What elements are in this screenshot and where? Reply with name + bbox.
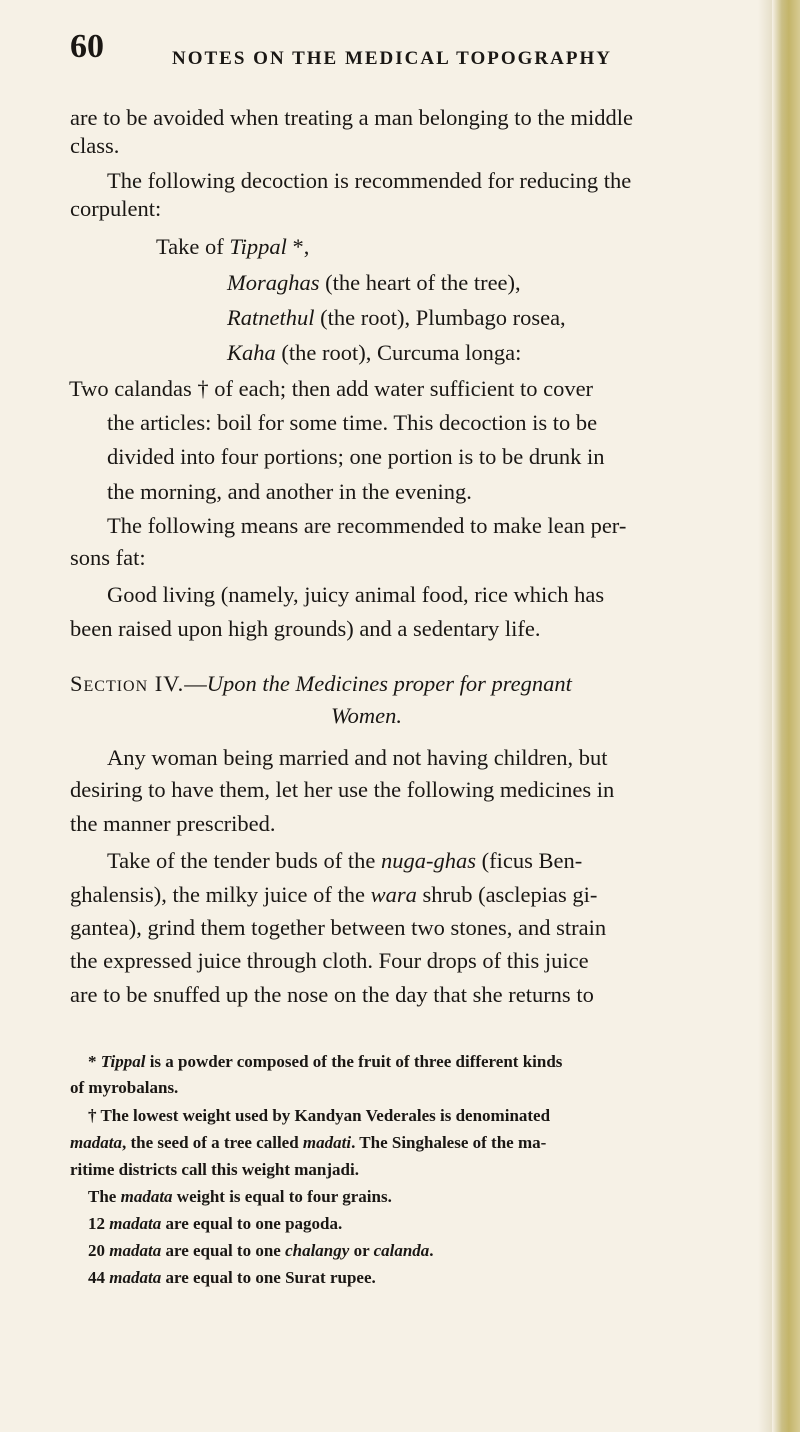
text-line: are to be avoided when treating a man belonging to the middle — [70, 105, 633, 130]
em-dash: — — [184, 671, 207, 696]
italic-term: Tippal — [100, 1052, 146, 1071]
text-line — [156, 236, 309, 259]
text-line: the expressed juice through cloth. Four drops of this juice — [70, 948, 589, 973]
text-span: ghalensis), the milky juice of the — [70, 882, 371, 907]
text-span: are equal to one Surat rupee. — [161, 1268, 376, 1287]
footnote-line — [88, 1215, 342, 1232]
italic-term: calanda — [373, 1241, 430, 1260]
text-line: are to be snuffed up the nose on the day that she returns to — [70, 982, 594, 1007]
footnote-line: † The lowest weight used by Kandyan Vederales is denominated — [88, 1106, 551, 1125]
footnote-line — [70, 1134, 546, 1151]
text-span: 44 — [88, 1268, 110, 1287]
text-span: or — [349, 1241, 374, 1260]
section-heading — [70, 673, 572, 696]
footnote-line — [88, 1188, 392, 1205]
text-span: are equal to one — [161, 1241, 286, 1260]
text-span: (the root), Plumbago rosea, — [314, 305, 566, 330]
footnote-line: ritime districts call this weight manjadi. — [70, 1160, 359, 1179]
text-span: (ficus Ben- — [475, 848, 583, 873]
text-line: The following decoction is recommended for reducing the — [107, 168, 632, 193]
text-span: (the heart of the tree), — [319, 270, 521, 295]
section-number: Section IV. — [70, 671, 185, 696]
text-span: *, — [286, 234, 310, 259]
text-span: (the root), Curcuma longa: — [275, 340, 522, 365]
footnote-line — [88, 1053, 562, 1070]
italic-term: Ratnethul — [227, 305, 315, 330]
text-line: gantea), grind them together between two stones, and strain — [70, 915, 607, 940]
footnote-line — [88, 1242, 434, 1259]
page-gutter-shadow — [758, 0, 772, 1432]
text-span: . The Singhalese of the ma- — [351, 1133, 547, 1152]
italic-term: madata — [120, 1187, 173, 1206]
text-line — [227, 342, 521, 365]
italic-term: wara — [370, 882, 417, 907]
text-line: the articles: boil for some time. This decoction is to be — [107, 410, 598, 435]
italic-term: Tippal — [229, 234, 287, 259]
italic-term: madata — [70, 1133, 122, 1152]
text-line: class. — [70, 133, 120, 158]
text-span: 20 — [88, 1241, 110, 1260]
text-line — [107, 850, 582, 873]
text-line: the manner prescribed. — [70, 811, 276, 836]
text-line — [227, 307, 566, 330]
footnote-line — [88, 1269, 376, 1286]
footnote-line: of myrobalans. — [70, 1078, 179, 1097]
text-line: Good living (namely, juicy animal food, rice which has — [107, 582, 605, 607]
text-line: corpulent: — [70, 196, 162, 221]
text-span: The — [88, 1187, 121, 1206]
text-span: , the seed of a tree called — [121, 1133, 303, 1152]
italic-term: madati — [302, 1133, 352, 1152]
text-span: weight is equal to four grains. — [172, 1187, 392, 1206]
text-span: . — [429, 1241, 434, 1260]
italic-term: Kaha — [227, 340, 276, 365]
text-line: Any woman being married and not having children, but — [107, 745, 608, 770]
page-header — [70, 28, 770, 78]
text-line: sons fat: — [70, 545, 146, 570]
text-line — [227, 272, 521, 295]
footnote-mark: * — [88, 1052, 101, 1071]
text-span: 12 — [88, 1214, 110, 1233]
text-span: is a powder composed of the fruit of three different kinds — [145, 1052, 563, 1071]
italic-term: nuga-ghas — [380, 848, 476, 873]
page-edge — [772, 0, 800, 1432]
section-heading-cont — [331, 705, 402, 728]
text-span: shrub (asclepias gi- — [416, 882, 598, 907]
text-line: desiring to have them, let her use the following medicines in — [70, 777, 615, 802]
italic-term: madata — [109, 1268, 162, 1287]
text-line — [70, 884, 597, 907]
running-head: NOTES ON THE MEDICAL TOPOGRAPHY — [172, 48, 612, 69]
section-title: Women. — [331, 703, 403, 728]
italic-term: madata — [109, 1241, 162, 1260]
text-span: Take of — [156, 234, 230, 259]
text-line: Two calandas † of each; then add water sufficient to cover — [69, 376, 594, 401]
italic-term: madata — [109, 1214, 162, 1233]
italic-term: chalangy — [285, 1241, 350, 1260]
text-line: The following means are recommended to make lean per- — [107, 513, 627, 538]
italic-term: Moraghas — [227, 270, 320, 295]
text-span: are equal to one pagoda. — [161, 1214, 343, 1233]
text-line: the morning, and another in the evening. — [107, 479, 472, 504]
text-line: divided into four portions; one portion is to be drunk in — [107, 444, 605, 469]
text-span: Take of the tender buds of the — [107, 848, 381, 873]
text-line: been raised upon high grounds) and a sedentary life. — [70, 616, 541, 641]
page-number: 60 — [70, 28, 104, 65]
section-title: Upon the Medicines proper for pregnant — [206, 671, 572, 696]
